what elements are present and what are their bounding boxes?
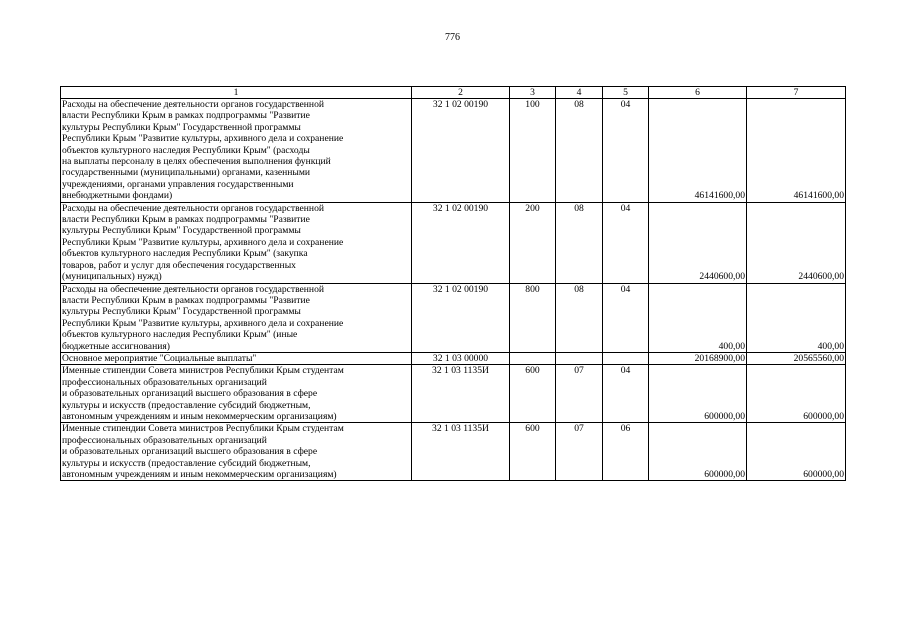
section-cell: 08 [556, 202, 603, 283]
expense-name-line: автономным учреждениям и иным некоммерческим организациям) [62, 410, 337, 422]
expense-name-line: Республики Крым "Развитие культуры, архивного дела и сохранение [62, 236, 344, 248]
expense-name-line: Расходы на обеспечение деятельности органов государственной [62, 99, 325, 110]
expense-name-line: товаров, работ и услуг для обеспечения государственных [62, 259, 296, 271]
expense-name-line: и образовательных организаций высшего образования в сфере [62, 446, 318, 458]
amount-year1-cell: 20168900,00 [649, 352, 747, 364]
amount-year2-cell: 2440600,00 [747, 202, 846, 283]
budget-table [60, 86, 846, 481]
section-cell: 07 [556, 365, 603, 423]
page-number: 776 [445, 32, 460, 43]
expense-name-cell [61, 283, 412, 352]
target-code-cell: 32 1 02 00190 [412, 99, 510, 203]
expense-type-cell [510, 352, 556, 364]
expense-name-line: профессиональных образовательных организаций [62, 376, 267, 388]
amount-year2-cell: 400,00 [747, 283, 846, 352]
expense-name-line: Основное мероприятие "Социальные выплаты" [62, 352, 257, 364]
expense-name-line: Республики Крым "Развитие культуры, архивного дела и сохранение [62, 133, 344, 145]
header-col-7: 7 [747, 87, 846, 99]
expense-type-cell: 600 [510, 365, 556, 423]
expense-name-cell [61, 352, 412, 364]
subsection-cell [603, 352, 649, 364]
expense-type-cell: 200 [510, 202, 556, 283]
expense-type-cell: 600 [510, 423, 556, 481]
subsection-cell: 04 [603, 202, 649, 283]
expense-name-line: культуры и искусств (предоставление субсидий бюджетным, [62, 399, 311, 411]
header-col-4: 4 [556, 87, 603, 99]
header-col-5: 5 [603, 87, 649, 99]
expense-name-line: Расходы на обеспечение деятельности органов государственной [62, 283, 325, 295]
expense-name-line: объектов культурного наследия Республики Крым" (закупка [62, 248, 308, 260]
table-row [61, 99, 846, 203]
table-body [61, 99, 846, 481]
expense-name-line: культуры Республики Крым" Государственной программы [62, 306, 301, 318]
expense-name-line: автономным учреждениям и иным некоммерческим организациям) [62, 469, 337, 480]
section-cell: 08 [556, 283, 603, 352]
amount-year1-cell: 400,00 [649, 283, 747, 352]
expense-name-line: Республики Крым "Развитие культуры, архивного дела и сохранение [62, 317, 344, 329]
expense-type-cell: 800 [510, 283, 556, 352]
amount-year2-cell: 600000,00 [747, 423, 846, 481]
expense-name-line: культуры Республики Крым" Государственной программы [62, 121, 301, 133]
expense-name-line: профессиональных образовательных организаций [62, 434, 267, 446]
target-code-cell: 32 1 02 00190 [412, 202, 510, 283]
expense-name-line: культуры и искусств (предоставление субсидий бюджетным, [62, 457, 311, 469]
header-col-6: 6 [649, 87, 747, 99]
expense-name-line: учреждениями, органами управления государственными [62, 178, 294, 190]
header-col-2: 2 [412, 87, 510, 99]
target-code-cell: 32 1 03 1135И [412, 365, 510, 423]
table-row [61, 202, 846, 283]
target-code-cell: 32 1 03 00000 [412, 352, 510, 364]
table-row [61, 365, 846, 423]
header-col-1: 1 [61, 87, 412, 99]
expense-name-line: Именные стипендии Совета министров Республики Крым студентам [62, 365, 344, 377]
table-row [61, 352, 846, 364]
expense-name-line: объектов культурного наследия Республики Крым" (расходы [62, 144, 310, 156]
expense-name-cell [61, 365, 412, 423]
expense-name-line: власти Республики Крым в рамках подпрограммы "Развитие [62, 110, 310, 122]
expense-name-line: культуры Республики Крым" Государственной программы [62, 225, 301, 237]
subsection-cell: 04 [603, 283, 649, 352]
expense-name-line: Расходы на обеспечение деятельности органов государственной [62, 202, 325, 214]
target-code-cell: 32 1 03 1135И [412, 423, 510, 481]
table-row [61, 423, 846, 481]
amount-year2-cell: 600000,00 [747, 365, 846, 423]
expense-type-cell: 100 [510, 99, 556, 203]
expense-name-cell [61, 99, 412, 203]
expense-name-line: и образовательных организаций высшего образования в сфере [62, 388, 318, 400]
expense-name-line: (муниципальных) нужд) [62, 271, 162, 283]
amount-year2-cell: 20565560,00 [747, 352, 846, 364]
expense-name-line: бюджетные ассигнования) [62, 340, 170, 352]
target-code-cell: 32 1 02 00190 [412, 283, 510, 352]
amount-year1-cell: 600000,00 [649, 423, 747, 481]
expense-name-line: власти Республики Крым в рамках подпрограммы "Развитие [62, 294, 310, 306]
amount-year1-cell: 2440600,00 [649, 202, 747, 283]
expense-name-line: Именные стипендии Совета министров Республики Крым студентам [62, 423, 344, 435]
expense-name-line: государственными (муниципальными) органами, казенными [62, 167, 311, 179]
amount-year1-cell: 46141600,00 [649, 99, 747, 203]
amount-year1-cell: 600000,00 [649, 365, 747, 423]
subsection-cell: 04 [603, 99, 649, 203]
expense-name-line: власти Республики Крым в рамках подпрограммы "Развитие [62, 214, 310, 226]
section-cell: 08 [556, 99, 603, 203]
expense-name-line: объектов культурного наследия Республики Крым" (иные [62, 329, 298, 341]
table-row [61, 283, 846, 352]
expense-name-cell [61, 202, 412, 283]
expense-name-line: внебюджетными фондами) [62, 190, 173, 202]
section-cell: 07 [556, 423, 603, 481]
amount-year2-cell: 46141600,00 [747, 99, 846, 203]
header-row [61, 87, 846, 99]
expense-name-line: на выплаты персоналу в целях обеспечения выполнения функций [62, 156, 331, 168]
header-col-3: 3 [510, 87, 556, 99]
expense-name-cell [61, 423, 412, 481]
subsection-cell: 04 [603, 365, 649, 423]
subsection-cell: 06 [603, 423, 649, 481]
section-cell [556, 352, 603, 364]
